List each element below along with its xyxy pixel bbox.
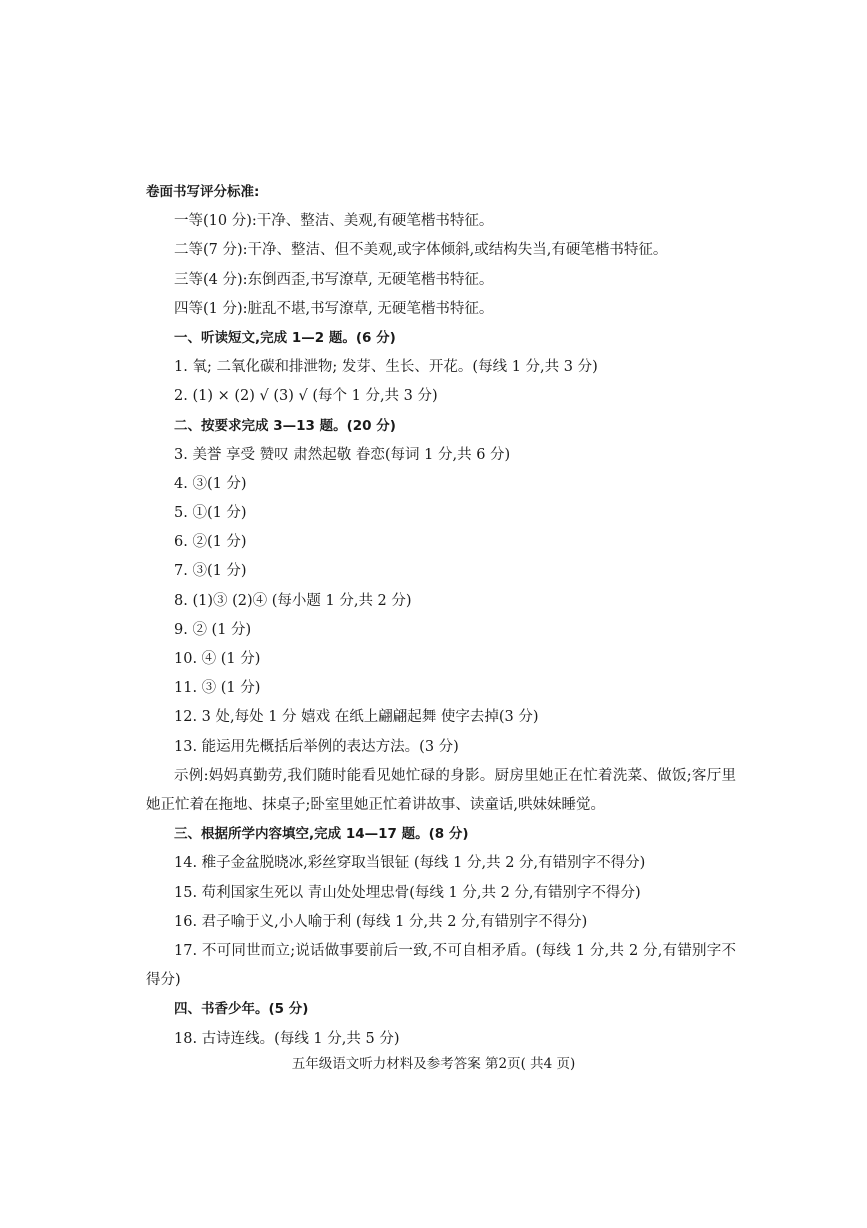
writing-standard-heading: 卷面书写评分标准:	[146, 184, 260, 200]
answer-item: 2. (1) × (2) √ (3) √ (每个 1 分,共 3 分)	[174, 388, 438, 405]
answer-item: 11. ③ (1 分)	[174, 680, 261, 697]
answer-item: 12. 3 处,每处 1 分 嬉戏 在纸上翩翩起舞 使字去掉(3 分)	[174, 709, 539, 726]
grade-line: 二等(7 分):干净、整洁、但不美观,或字体倾斜,或结构失当,有硬笔楷书特征。	[174, 242, 668, 259]
answer-item: 3. 美誉 享受 赞叹 肃然起敬 眷恋(每词 1 分,共 6 分)	[174, 446, 511, 463]
answer-item: 4. ③(1 分)	[174, 475, 247, 492]
answer-item: 17. 不可同世而立;说话做事要前后一致,不可自相矛盾。(每线 1 分,共 2 分,有错别字不得分)	[146, 942, 736, 989]
answer-item: 13. 能运用先概括后举例的表达方法。(3 分)	[174, 738, 459, 755]
section-title: 四、书香少年。(5 分)	[174, 1001, 309, 1018]
grade-line: 四等(1 分):脏乱不堪,书写潦草, 无硬笔楷书特征。	[174, 300, 494, 317]
answer-item: 16. 君子喻于义,小人喻于利 (每线 1 分,共 2 分,有错别字不得分)	[174, 913, 588, 930]
answer-item: 8. (1)③ (2)④ (每小题 1 分,共 2 分)	[174, 592, 412, 609]
answer-item: 5. ①(1 分)	[174, 505, 247, 522]
answer-item: 18. 古诗连线。(每线 1 分,共 5 分)	[174, 1030, 400, 1047]
answer-item: 7. ③(1 分)	[174, 563, 247, 580]
answer-item: 14. 稚子金盆脱晓冰,彩丝穿取当银钲 (每线 1 分,共 2 分,有错别字不得分)	[174, 855, 646, 872]
answer-item: 1. 氧; 二氧化碳和排泄物; 发芽、生长、开花。(每线 1 分,共 3 分)	[174, 359, 598, 376]
grade-line: 一等(10 分):干净、整洁、美观,有硬笔楷书特征。	[174, 213, 494, 230]
section-title: 三、根据所学内容填空,完成 14—17 题。(8 分)	[174, 826, 469, 843]
page-footer: 五年级语文听力材料及参考答案 第2页( 共4 页)	[291, 1056, 576, 1072]
section-title: 一、听读短文,完成 1—2 题。(6 分)	[174, 329, 396, 346]
grade-line: 三等(4 分):东倒西歪,书写潦草, 无硬笔楷书特征。	[174, 271, 494, 288]
section-title: 二、按要求完成 3—13 题。(20 分)	[174, 417, 396, 434]
answer-item: 9. ② (1 分)	[174, 621, 252, 638]
answer-item: 15. 苟利国家生死以 青山处处埋忠骨(每线 1 分,共 2 分,有错别字不得分)	[174, 884, 641, 901]
answer-item: 6. ②(1 分)	[174, 534, 247, 551]
answer-item: 10. ④ (1 分)	[174, 651, 261, 667]
example-paragraph: 示例:妈妈真勤劳,我们随时能看见她忙碌的身影。厨房里她正在忙着洗菜、做饭;客厅里她正忙着在拖地、抹桌子;卧室里她正忙着讲故事、读童话,哄妹妹睡觉。	[146, 767, 736, 813]
answer-content	[146, 178, 736, 1054]
